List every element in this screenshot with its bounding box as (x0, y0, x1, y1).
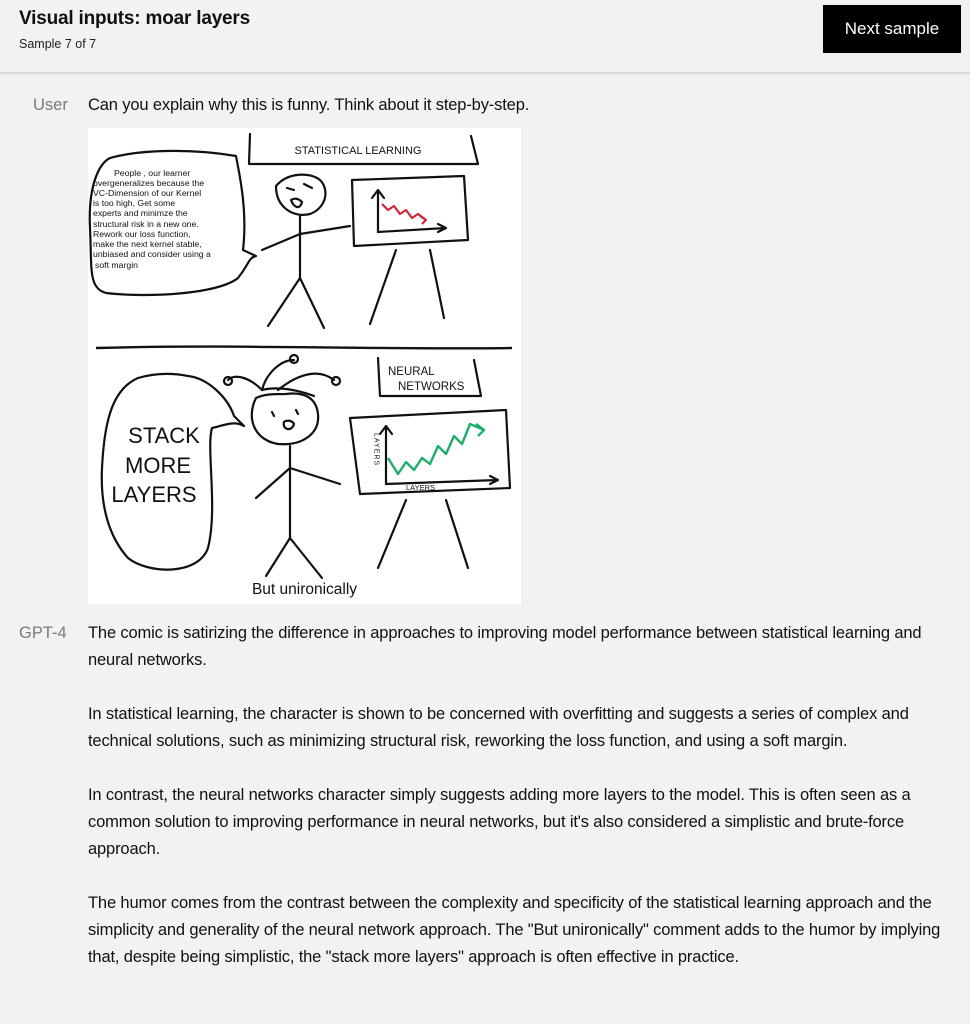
bottom-panel-title-line1: NEURAL (388, 366, 435, 378)
svg-text:unbiased and consider using a: unbiased and consider using a (93, 249, 211, 259)
bottom-speech-line1: STACK (128, 423, 200, 448)
sample-counter: Sample 7 of 7 (19, 37, 97, 51)
svg-text:experts and minimze the: experts and minimze the (93, 208, 188, 218)
graph-y-axis-label: LAYERS (372, 433, 380, 467)
svg-text:VC-Dimension of our Kernel: VC-Dimension of our Kernel (93, 188, 202, 198)
svg-text:overgeneralizes because the: overgeneralizes because the (93, 178, 205, 188)
panel-divider (96, 347, 512, 349)
next-sample-button[interactable]: Next sample (823, 5, 961, 53)
page-title: Visual inputs: moar layers (19, 8, 250, 29)
comic-caption: But unironically (251, 581, 358, 598)
bottom-board-curve (388, 424, 484, 474)
svg-text:soft margin: soft margin (95, 260, 138, 270)
gpt-role-label: GPT-4 (19, 624, 67, 642)
comic-drawing (88, 128, 521, 604)
graph-x-axis-label: LAYERS (406, 483, 436, 492)
svg-text:Rework our loss function,: Rework our loss function, (93, 229, 191, 239)
top-board (352, 176, 468, 246)
top-panel-title: STATISTICAL LEARNING (294, 145, 422, 157)
sample-header (0, 0, 970, 73)
bottom-speech-line3: LAYERS (111, 482, 197, 507)
top-speech-text (93, 168, 211, 270)
response-paragraph: In statistical learning, the character is shown to be concerned with overfitting and suggests a series of complex and technical solutions, such as minimizing structural risk, reworking the loss function, and using a soft margin. (88, 705, 909, 750)
gpt-response (88, 620, 963, 998)
bottom-speech-line2: MORE (125, 453, 191, 478)
user-role-label: User (33, 96, 68, 114)
svg-text:make the next kernel stable,: make the next kernel stable, (93, 239, 202, 249)
bottom-figure-head (252, 394, 318, 445)
svg-text:People , our learner: People , our learner (114, 168, 191, 178)
top-figure-head (276, 175, 325, 215)
response-paragraph: The humor comes from the contrast between the complexity and specificity of the statistical learning approach and the simplicity and generality of the neural network approach. The "But unironically" comment adds to the humor by implying that, despite being simplistic, the "stack more layers" approach is often effective in practice. (88, 894, 941, 966)
response-paragraph: In contrast, the neural networks character simply suggests adding more layers to the model. This is often seen as a common solution to improving performance in neural networks, but it's also considered a simplistic and brute-force approach. (88, 786, 911, 858)
comic-image (88, 128, 521, 604)
svg-text:is too high, Get some: is too high, Get some (93, 198, 176, 208)
svg-text:structural risk in a new one.: structural risk in a new one. (93, 219, 199, 229)
bottom-panel-title-line2: NETWORKS (398, 381, 465, 393)
response-paragraph: The comic is satirizing the difference in approaches to improving model performance between statistical learning and neural networks. (88, 624, 922, 669)
top-board-curve (382, 204, 426, 224)
user-prompt: Can you explain why this is funny. Think about it step-by-step. (88, 96, 530, 114)
